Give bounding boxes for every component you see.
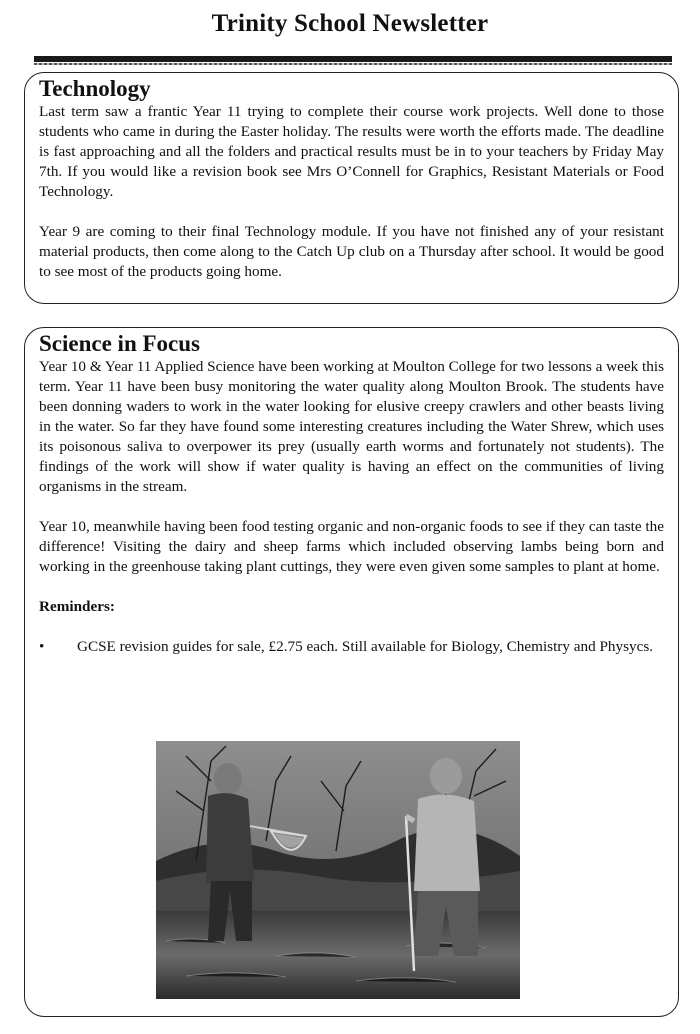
technology-section: [24, 72, 679, 304]
students-in-brook-photo: [156, 741, 520, 999]
science-paragraph: Year 10 & Year 11 Applied Science have been working at Moulton College for two lessons a week this term. Year 11 have been busy monitoring the water quality along Moulton Brook. The students have been donning waders to work in the water looking for elusive creepy crawlers and other beasts living in the water. So far they have found some interesting creatures including the Water Shrew, which uses its poisonous saliva to overpower its prey (usually earth worms and fortunately not students). The findings of the work will show if water quality is having an effect on the communities of living organisms in the stream.: [39, 358, 664, 495]
reminder-bullet: [39, 637, 664, 657]
bullet-icon: •: [39, 638, 45, 655]
technology-heading: Technology: [39, 76, 151, 101]
title-rule-thin: [34, 63, 672, 65]
reminders-label: Reminders:: [39, 598, 115, 615]
title-rule-thick: [34, 56, 672, 62]
science-paragraph: Year 10, meanwhile having been food testing organic and non-organic foods to see if they can taste the difference! Visiting the dairy and sheep farms which included observing lambs being born and working in the greenhouse taking plant cuttings, they were even given some samples to plant at home.: [39, 518, 664, 575]
science-heading: Science in Focus: [39, 331, 200, 356]
reminder-text: GCSE revision guides for sale, £2.75 each. Still available for Biology, Chemistry and Physycs.: [77, 638, 654, 655]
newsletter-title: Trinity School Newsletter: [211, 10, 489, 37]
technology-paragraph: Last term saw a frantic Year 11 trying to complete their course work projects. Well done to those students who came in during the Easter holiday. The results were worth the efforts made. The deadline is fast approaching and all the folders and practical results must be in to your teachers by Friday May 7th. If you would like a revision book see Mrs O’Connell for Graphics, Resistant Materials or Food Technology.: [39, 103, 664, 200]
technology-paragraph: Year 9 are coming to their final Technology module. If you have not finished any of your resistant material products, then come along to the Catch Up club on a Thursday after school. It would be good to see most of the products going home.: [39, 223, 664, 280]
